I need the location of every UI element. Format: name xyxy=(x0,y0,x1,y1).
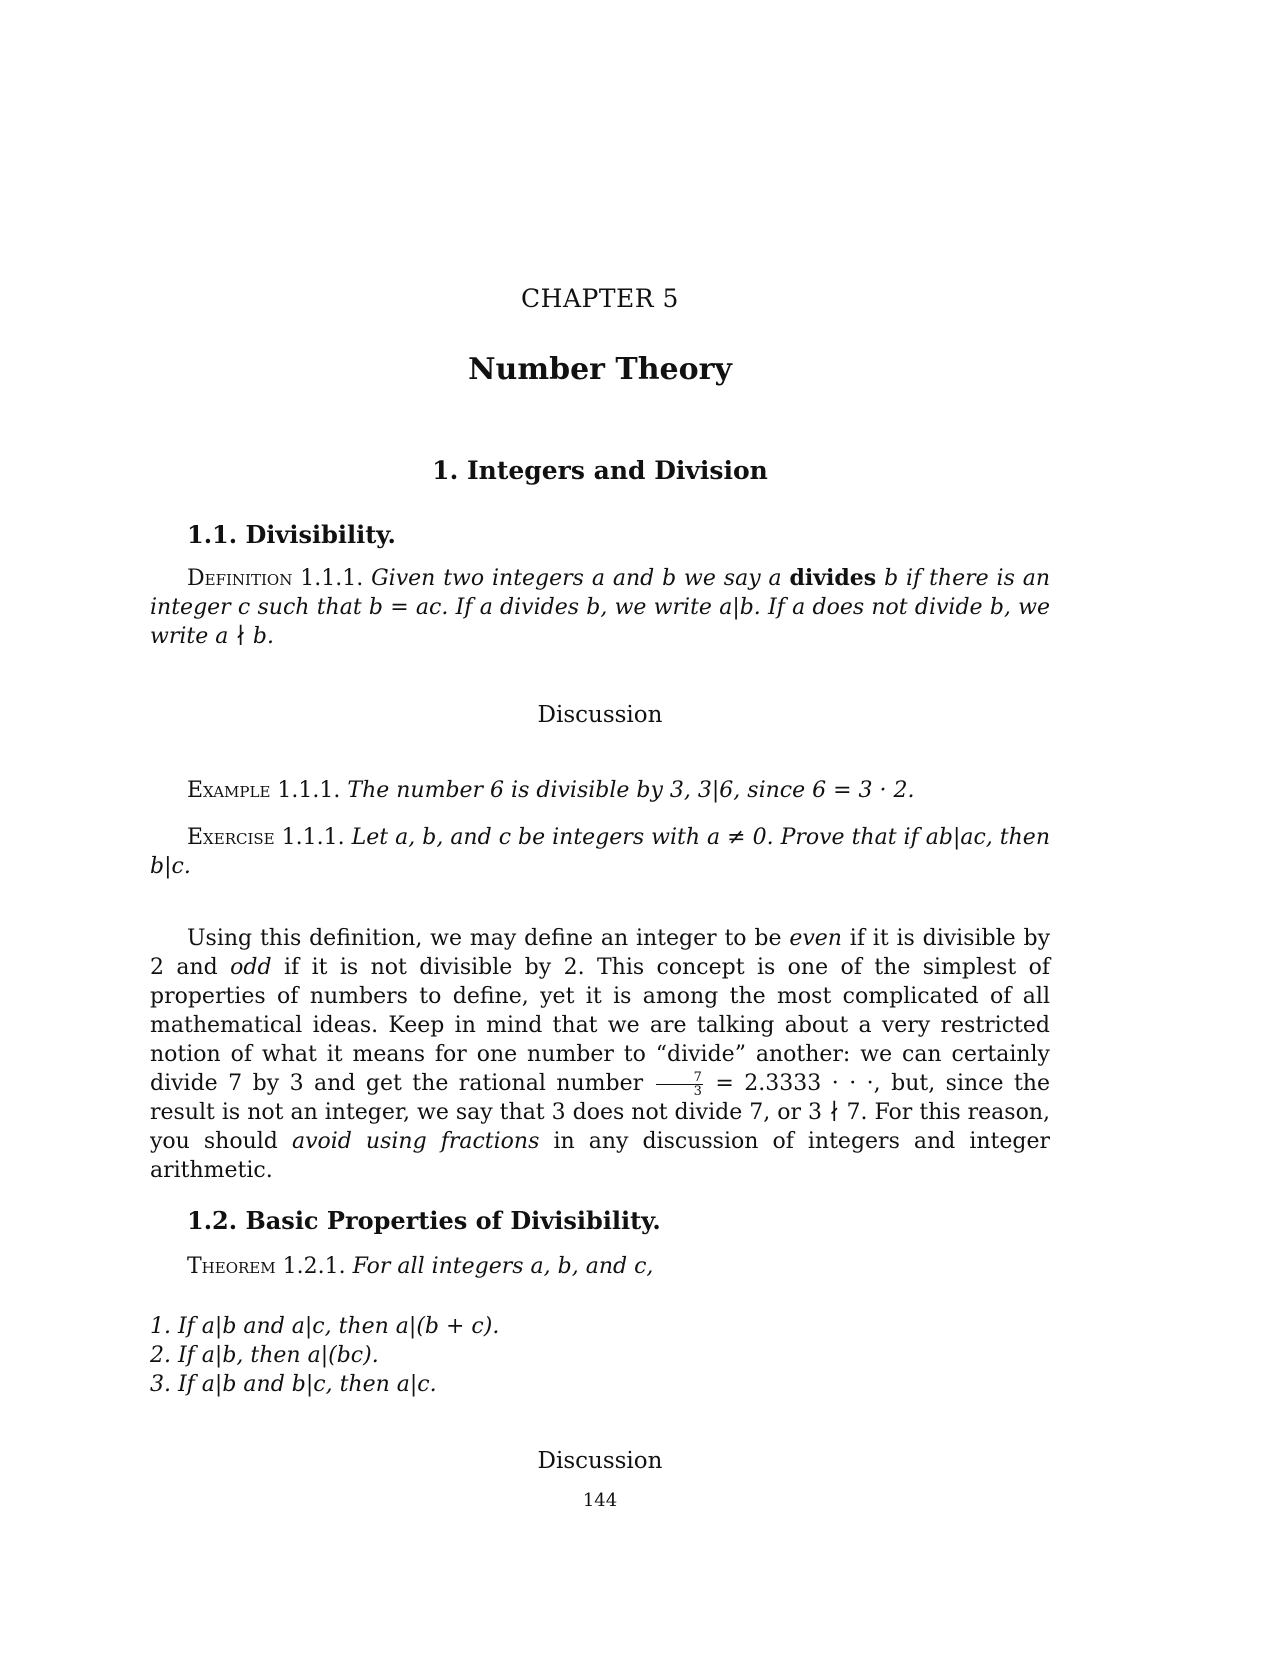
definition-term: divides xyxy=(789,565,877,591)
body-s3: if it is not divisible by 2. This concept is one of the simplest of properties of numbers to define, yet it is among the most complicated of all mathematical ideas. Keep in mind that we are talking about a very restricted notion of what it means for one number to “divide” another: we can certainly divide 7 by 3 and get the rational number xyxy=(150,955,1050,1096)
theorem-item: 2. If a|b, then a|(bc). xyxy=(150,1343,379,1368)
definition-1-1-1 xyxy=(150,564,1050,651)
example-text: The number 6 is divisible by 3, 3|6, since 6 = 3 · 2. xyxy=(347,778,915,803)
body-s1: Using this definition, we may define an integer to be xyxy=(187,926,782,951)
example-label: Example xyxy=(187,778,271,803)
discussion-heading-2: Discussion xyxy=(537,1448,663,1474)
theorem-items-list xyxy=(150,1312,1050,1399)
term-odd: odd xyxy=(230,955,272,980)
fraction-seven-thirds xyxy=(656,1071,703,1098)
theorem-number: 1.2.1. xyxy=(282,1254,346,1279)
term-even: even xyxy=(789,926,842,951)
chapter-label: CHAPTER 5 xyxy=(521,284,679,313)
exercise-label: Exercise xyxy=(187,825,275,850)
theorem-item: 3. If a|b and b|c, then a|c. xyxy=(150,1372,437,1397)
theorem-label: Theorem xyxy=(187,1254,276,1279)
body-s4: = 2.3333 · · ·, but, since the result is not an integer, we say that 3 does not divide 7, or 3 ∤ 7. For this reason, you should xyxy=(150,1071,1050,1154)
definition-text-a: Given two integers a and b we say a xyxy=(371,566,782,591)
emphasis-avoid-fractions: avoid using fractions xyxy=(291,1129,540,1154)
body-s5: in any discussion of integers and integer arithmetic. xyxy=(150,1129,1051,1183)
example-1-1-1 xyxy=(150,776,1050,805)
chapter-title: Number Theory xyxy=(468,352,732,387)
fraction-denominator: 3 xyxy=(693,1083,702,1099)
fraction-numerator: 7 xyxy=(656,1071,703,1085)
discussion-heading-1: Discussion xyxy=(537,702,663,728)
definition-text-b: b if there is an integer c such that b = ac. If a divides b, we write a|b. If a does not divide b, we write a ∤ b. xyxy=(150,566,1051,649)
exercise-number: 1.1.1. xyxy=(281,825,345,850)
exercise-1-1-1 xyxy=(150,823,1050,881)
exercise-text: Let a, b, and c be integers with a ≠ 0. Prove that if ab|ac, then b|c. xyxy=(150,825,1050,879)
page-number: 144 xyxy=(582,1490,618,1511)
theorem-1-2-1 xyxy=(150,1252,1050,1281)
body-paragraph-divisibility xyxy=(150,924,1050,1185)
definition-label: Definition xyxy=(187,566,293,591)
subsection-basic-properties-title: 1.2. Basic Properties of Divisibility. xyxy=(187,1206,661,1235)
body-s2: if it is divisible by 2 and xyxy=(150,926,1051,980)
theorem-text: For all integers a, b, and c, xyxy=(352,1254,654,1279)
section-title: 1. Integers and Division xyxy=(432,456,768,485)
subsection-divisibility-title: 1.1. Divisibility. xyxy=(187,520,396,549)
example-number: 1.1.1. xyxy=(277,778,341,803)
theorem-item: 1. If a|b and a|c, then a|(b + c). xyxy=(150,1314,500,1339)
definition-number: 1.1.1. xyxy=(300,566,364,591)
